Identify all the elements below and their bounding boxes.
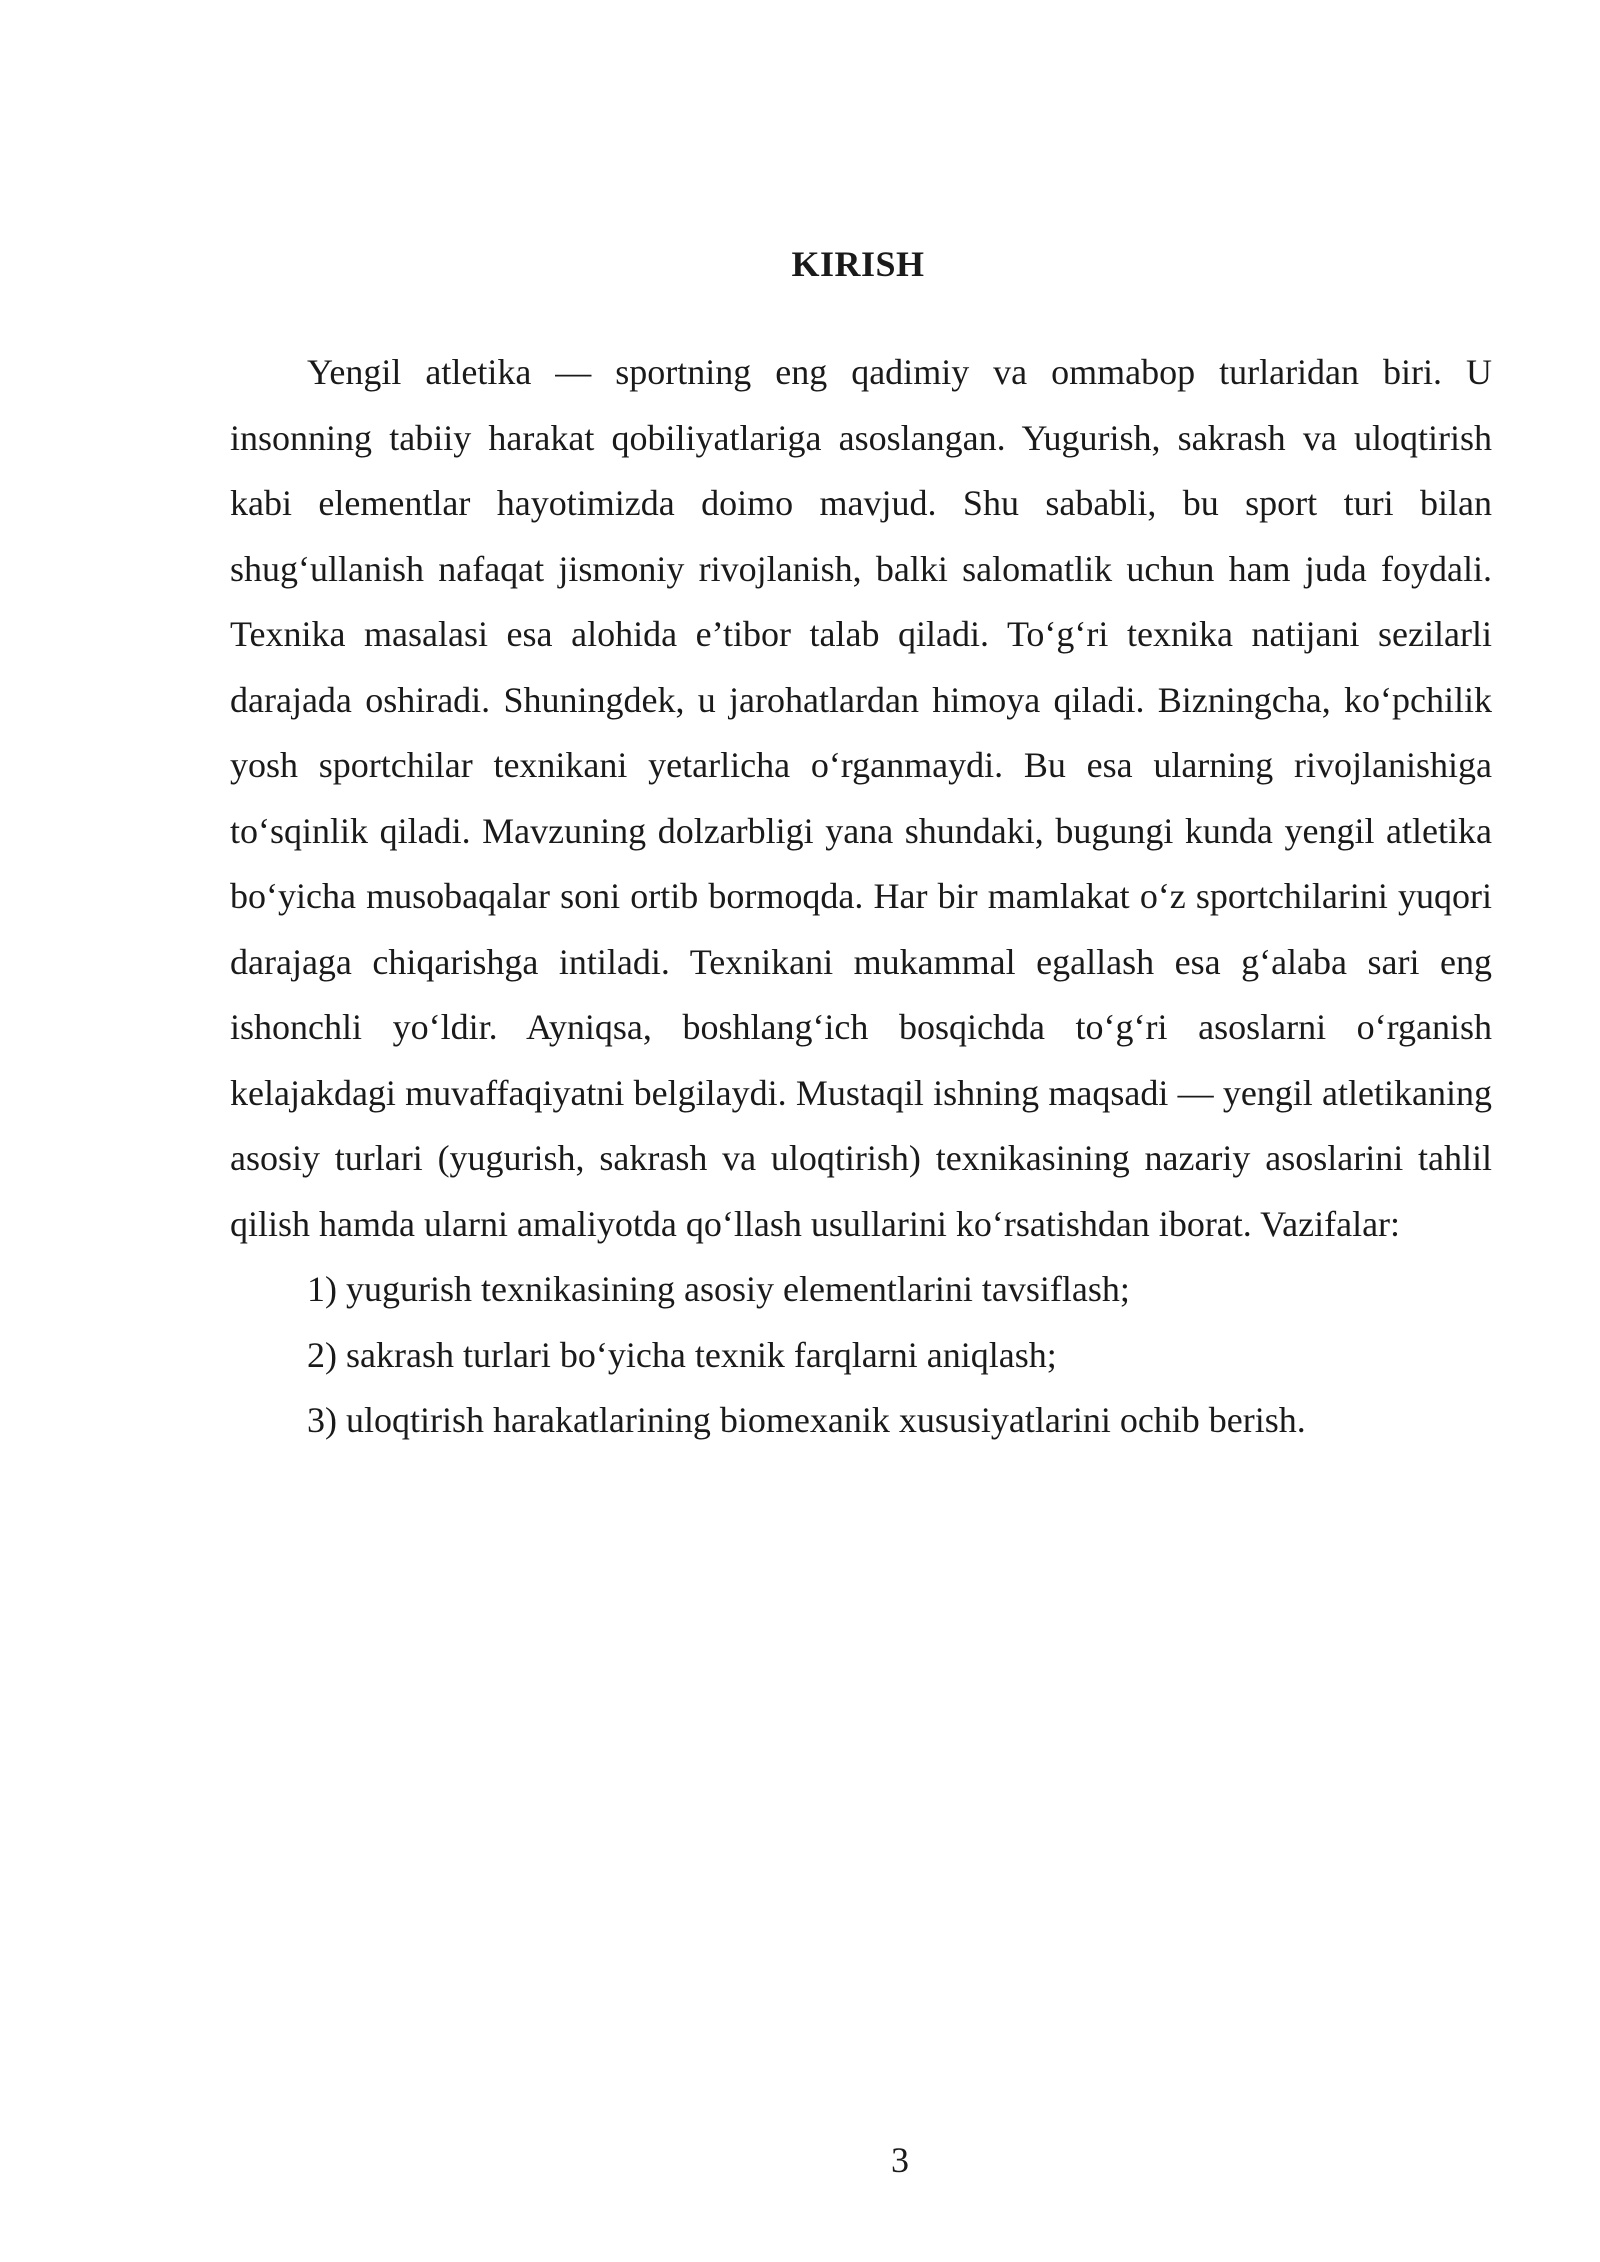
task-item-3: 3) uloqtirish harakatlarining biomexanik xususiyatlarini ochib berish. — [307, 1400, 1306, 1440]
task-item-2: 2) sakrash turlari bo‘yicha texnik farqlarni aniqlash; — [307, 1334, 1057, 1375]
body-text — [230, 340, 1492, 1454]
task-item-1: 1) yugurish texnikasining asosiy elementlarini tavsiflash; — [307, 1269, 1130, 1309]
task-list — [230, 1257, 1492, 1454]
intro-paragraph: Yengil atletika — sportning eng qadimiy va ommabop turlaridan biri. U insonning tabiiy harakat qobiliyatlariga asoslangan. Yugurish, sakrash va uloqtirish kabi elementlar hayotimizda doimo mavjud. Shu sababli, bu sport turi bilan shug‘ullanish nafaqat jismoniy rivojlanish, balki salomatlik uchun ham juda foydali. Texnika masalasi esa alohida e’tibor talab qiladi. To‘g‘ri texnika natijani sezilarli darajada oshiradi. Shuningdek, u jarohatlardan himoya qiladi. Bizningcha, ko‘pchilik yosh sportchilar texnikani yetarlicha o‘rganmaydi. Bu esa ularning rivojlanishiga to‘sqinlik qiladi. Mavzuning dolzarbligi yana shundaki, bugungi kunda yengil atletika bo‘yicha musobaqalar soni ortib bormoqda. Har bir mamlakat o‘z sportchilarini yuqori darajaga chiqarishga intiladi. Texnikani mukammal egallash esa g‘alaba sari eng ishonchli yo‘ldir. Ayniqsa, boshlang‘ich bosqichda to‘g‘ri asoslarni o‘rganish kelajakdagi muvaffaqiyatni belgilaydi. Mustaqil ishning maqsadi — yengil atletikaning asosiy turlari (yugurish, sakrash va uloqtirish) texnikasining nazariy asoslarini tahlil qilish hamda ularni amaliyotda qo‘llash usullarini ko‘rsatishdan iborat. Vazifalar: — [230, 352, 1492, 1244]
page-number: 3 — [891, 2140, 909, 2180]
section-heading: KIRISH — [791, 244, 925, 285]
